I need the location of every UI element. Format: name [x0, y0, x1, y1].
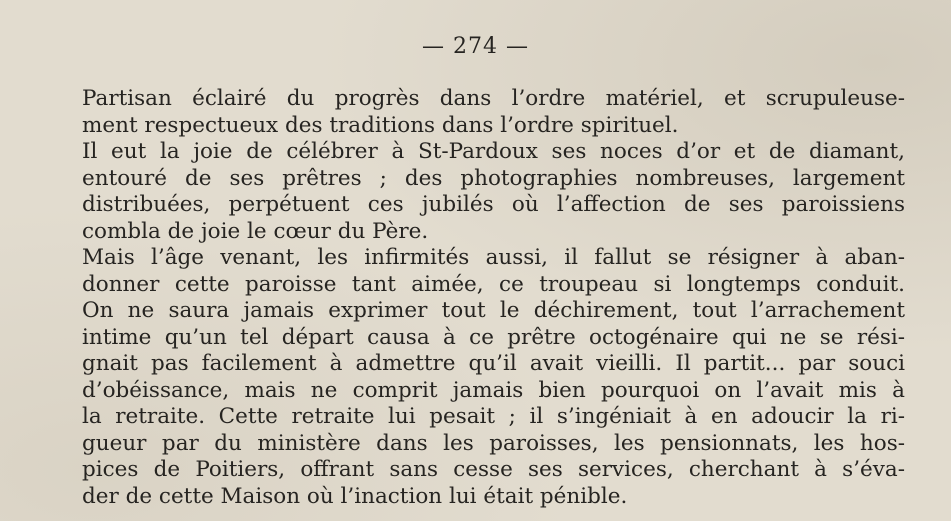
text-line: Mais l’âge venant, les infirmités aussi, il fallut se résigner à aban-	[82, 245, 905, 270]
text-line: d’obéissance, mais ne comprit jamais bien pourquoi on l’avait mis à	[82, 377, 905, 403]
body-text	[82, 86, 905, 510]
text-line: donner cette paroisse tant aimée, ce troupeau si longtemps conduit.	[82, 271, 905, 297]
text-line: gueur par du ministère dans les paroisses, les pensionnats, les hos-	[82, 430, 905, 456]
text-line: distribuées, perpétuent ces jubilés où l’affection de ses paroissiens	[82, 192, 905, 217]
text-line: pices de Poitiers, offrant sans cesse ses services, cherchant à s’éva-	[82, 457, 905, 482]
text-line: On ne saura jamais exprimer tout le déchirement, tout l’arrachement	[82, 298, 905, 323]
text-line: intime qu’un tel départ causa à ce prêtre octogénaire qui ne se rési-	[82, 324, 905, 350]
page-number: — 274 —	[422, 34, 529, 59]
text-line: Partisan éclairé du progrès dans l’ordre matériel, et scrupuleuse-	[82, 86, 905, 111]
text-line: combla de joie le cœur du Père.	[82, 218, 429, 244]
text-line: Il eut la joie de célébrer à St-Pardoux ses noces d’or et de diamant,	[82, 139, 905, 164]
text-line: gnait pas facilement à admettre qu’il avait vieilli. Il partit... par souci	[82, 351, 905, 376]
text-line: der de cette Maison où l’inaction lui était pénible.	[82, 483, 628, 509]
text-line: ment respectueux des traditions dans l’ordre spirituel.	[82, 112, 679, 138]
text-line: la retraite. Cette retraite lui pesait ; il s’ingéniait à en adoucir la ri-	[82, 404, 905, 429]
text-line: entouré de ses prêtres ; des photographies nombreuses, largement	[82, 165, 905, 191]
